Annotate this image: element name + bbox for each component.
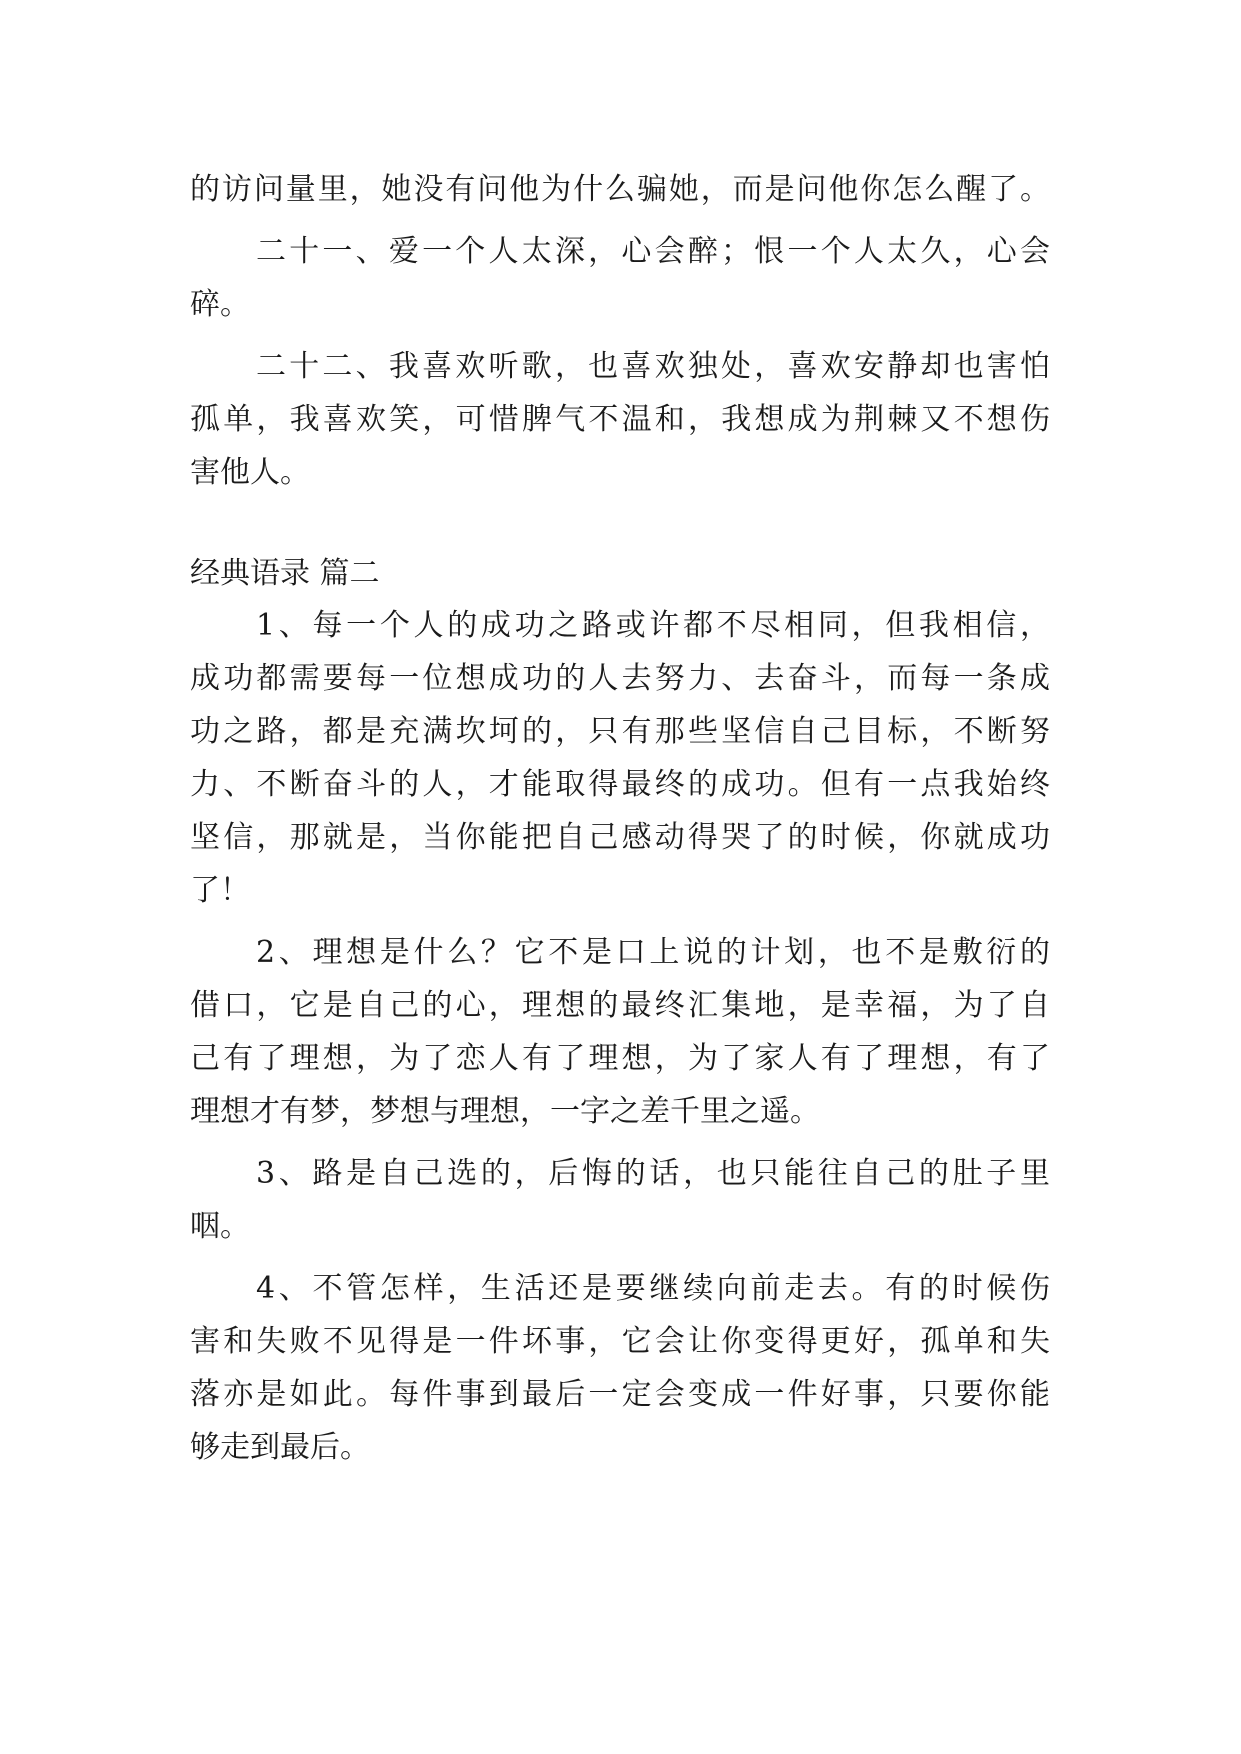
text-line: 碎。: [190, 287, 250, 322]
text-line: 咽。: [190, 1209, 250, 1244]
text-line: 2、理想是什么？它不是口上说的计划，也不是敷衍的: [256, 935, 1050, 970]
section-heading: 经典语录 篇二: [190, 556, 380, 591]
text-line: 二十二、我喜欢听歌，也喜欢独处，喜欢安静却也害怕: [256, 349, 1050, 384]
text-line: 功之路，都是充满坎坷的，只有那些坚信自己目标，不断努: [190, 714, 1050, 749]
text-line: 力、不断奋斗的人，才能取得最终的成功。但有一点我始终: [190, 767, 1050, 802]
text-line: 理想才有梦，梦想与理想，一字之差千里之遥。: [190, 1094, 820, 1129]
text-line: 坚信，那就是，当你能把自己感动得哭了的时候，你就成功: [190, 820, 1050, 855]
text-line: 二十一、爱一个人太深，心会醉；恨一个人太久，心会: [256, 234, 1050, 269]
text-line: 1、每一个人的成功之路或许都不尽相同，但我相信，: [256, 608, 1050, 643]
text-line: 4、不管怎样，生活还是要继续向前走去。有的时候伤: [256, 1271, 1050, 1306]
text-line: 3、路是自己选的，后悔的话，也只能往自己的肚子里: [256, 1156, 1050, 1191]
text-line: 借口，它是自己的心，理想的最终汇集地，是幸福，为了自: [190, 988, 1050, 1023]
text-line: 了！: [190, 873, 250, 908]
text-line: 落亦是如此。每件事到最后一定会变成一件好事，只要你能: [190, 1377, 1050, 1412]
text-line: 害和失败不见得是一件坏事，它会让你变得更好，孤单和失: [190, 1324, 1050, 1359]
text-line: 的访问量里，她没有问他为什么骗她，而是问他你怎么醒了。: [190, 172, 1050, 207]
text-line: 够走到最后。: [190, 1430, 370, 1465]
text-line: 害他人。: [190, 455, 310, 490]
text-line: 己有了理想，为了恋人有了理想，为了家人有了理想，有了: [190, 1041, 1050, 1076]
text-line: 孤单，我喜欢笑，可惜脾气不温和，我想成为荆棘又不想伤: [190, 402, 1050, 437]
text-line: 成功都需要每一位想成功的人去努力、去奋斗，而每一条成: [190, 661, 1050, 696]
